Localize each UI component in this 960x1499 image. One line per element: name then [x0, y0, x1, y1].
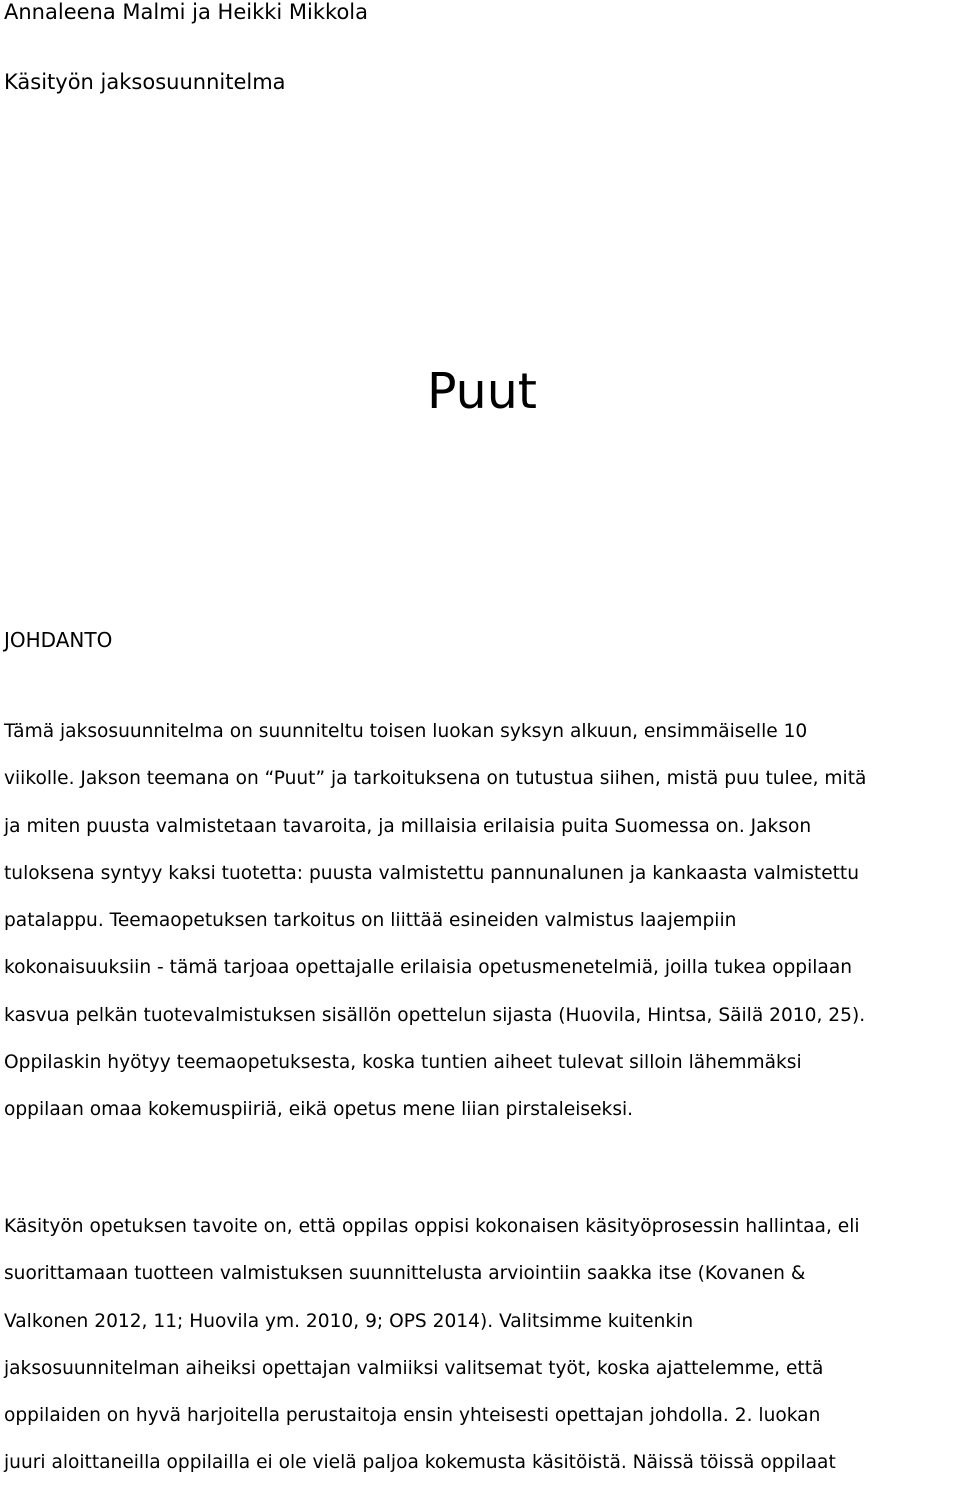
- paragraph-line: patalappu. Teemaopetuksen tarkoitus on liittää esineiden valmistus laajempiin: [4, 910, 737, 932]
- paragraph-line: viikolle. Jakson teemana on “Puut” ja tarkoituksena on tutustua siihen, mistä puu tulee, mitä: [4, 768, 867, 790]
- page-title: Puut: [426, 363, 537, 420]
- paragraph-line: oppilaiden on hyvä harjoitella perustaitoja ensin yhteisesti opettajan johdolla. 2. luokan: [4, 1405, 821, 1427]
- paragraph-line: jaksosuunnitelman aiheiksi opettajan valmiiksi valitsemat työt, koska ajattelemme, että: [4, 1357, 824, 1379]
- document-type: Käsityön jaksosuunnitelma: [4, 70, 286, 94]
- paragraph-1: [4, 720, 956, 1146]
- paragraph-line: suorittamaan tuotteen valmistuksen suunnittelusta arviointiin saakka itse (Kovanen &: [4, 1263, 806, 1285]
- paragraph-line: kokonaisuuksiin - tämä tarjoaa opettajalle erilaisia opetusmenetelmiä, joilla tukea oppilaan: [4, 957, 853, 979]
- paragraph-line: kasvua pelkän tuotevalmistuksen sisällön opettelun sijasta (Huovila, Hintsa, Säilä 2010, 25).: [4, 1004, 866, 1026]
- paragraph-line: oppilaan omaa kokemuspiiriä, eikä opetus mene liian pirstaleiseksi.: [4, 1099, 634, 1121]
- paragraph-line: Tämä jaksosuunnitelma on suunniteltu toisen luokan syksyn alkuun, ensimmäiselle 10: [4, 721, 808, 742]
- paragraph-line: tuloksena syntyy kaksi tuotetta: puusta valmistettu pannunalunen ja kankaasta valmistettu: [4, 862, 859, 884]
- paragraph-line: Valkonen 2012, 11; Huovila ym. 2010, 9; OPS 2014). Valitsimme kuitenkin: [4, 1310, 694, 1332]
- authors: Annaleena Malmi ja Heikki Mikkola: [4, 0, 369, 24]
- paragraph-line: juuri aloittaneilla oppilailla ei ole vielä paljoa kokemusta käsitöistä. Näissä töissä oppilaat: [4, 1452, 836, 1474]
- paragraph-2: [4, 1215, 956, 1499]
- section-heading: JOHDANTO: [4, 628, 113, 652]
- paragraph-line: ja miten puusta valmistetaan tavaroita, ja millaisia erilaisia puita Suomessa on. Jakson: [4, 815, 812, 837]
- paragraph-line: Oppilaskin hyötyy teemaopetuksesta, koska tuntien aiheet tulevat silloin lähemmäksi: [4, 1052, 802, 1074]
- paragraph-line: Käsityön opetuksen tavoite on, että oppilas oppisi kokonaisen käsityöprosessin hallintaa, eli: [4, 1216, 860, 1237]
